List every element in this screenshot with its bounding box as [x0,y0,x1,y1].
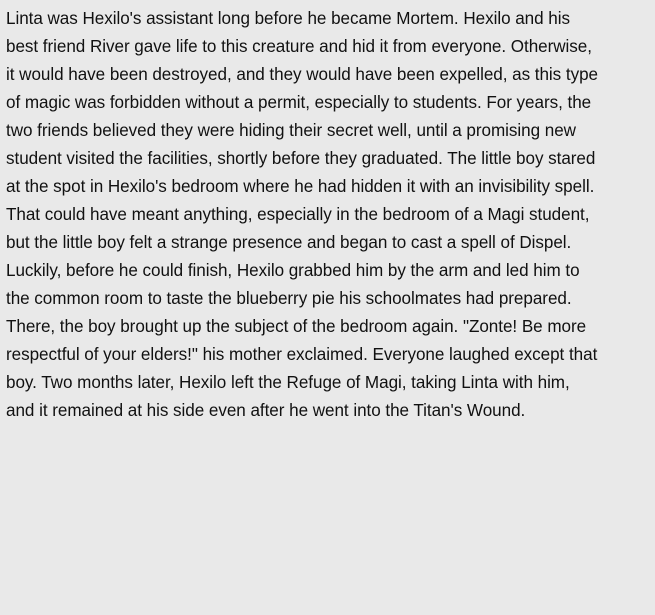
story-line: and it remained at his side even after he went into the Titan's Wound. [6,401,526,420]
story-line: respectful of your elders!" his mother exclaimed. Everyone laughed except that [6,345,598,364]
story-line: There, the boy brought up the subject of the bedroom again. "Zonte! Be more [6,317,587,336]
story-line: the common room to taste the blueberry pie his schoolmates had prepared. [6,289,572,308]
story-line: two friends believed they were hiding their secret well, until a promising new [6,121,576,140]
story-line: Luckily, before he could finish, Hexilo grabbed him by the arm and led him to [6,261,580,280]
story-line: but the little boy felt a strange presence and began to cast a spell of Dispel. [6,233,572,252]
story-line: it would have been destroyed, and they would have been expelled, as this type [6,65,598,84]
story-line: Linta was Hexilo's assistant long before he became Mortem. Hexilo and his [6,9,570,28]
story-line: of magic was forbidden without a permit, especially to students. For years, the [6,93,592,112]
story-paragraph [6,5,651,425]
story-line: best friend River gave life to this creature and hid it from everyone. Otherwise, [6,37,592,56]
story-line: That could have meant anything, especially in the bedroom of a Magi student, [6,205,590,224]
story-line: at the spot in Hexilo's bedroom where he had hidden it with an invisibility spell. [6,177,595,196]
story-line: boy. Two months later, Hexilo left the Refuge of Magi, taking Linta with him, [6,373,570,392]
story-line: student visited the facilities, shortly before they graduated. The little boy stared [6,149,596,168]
